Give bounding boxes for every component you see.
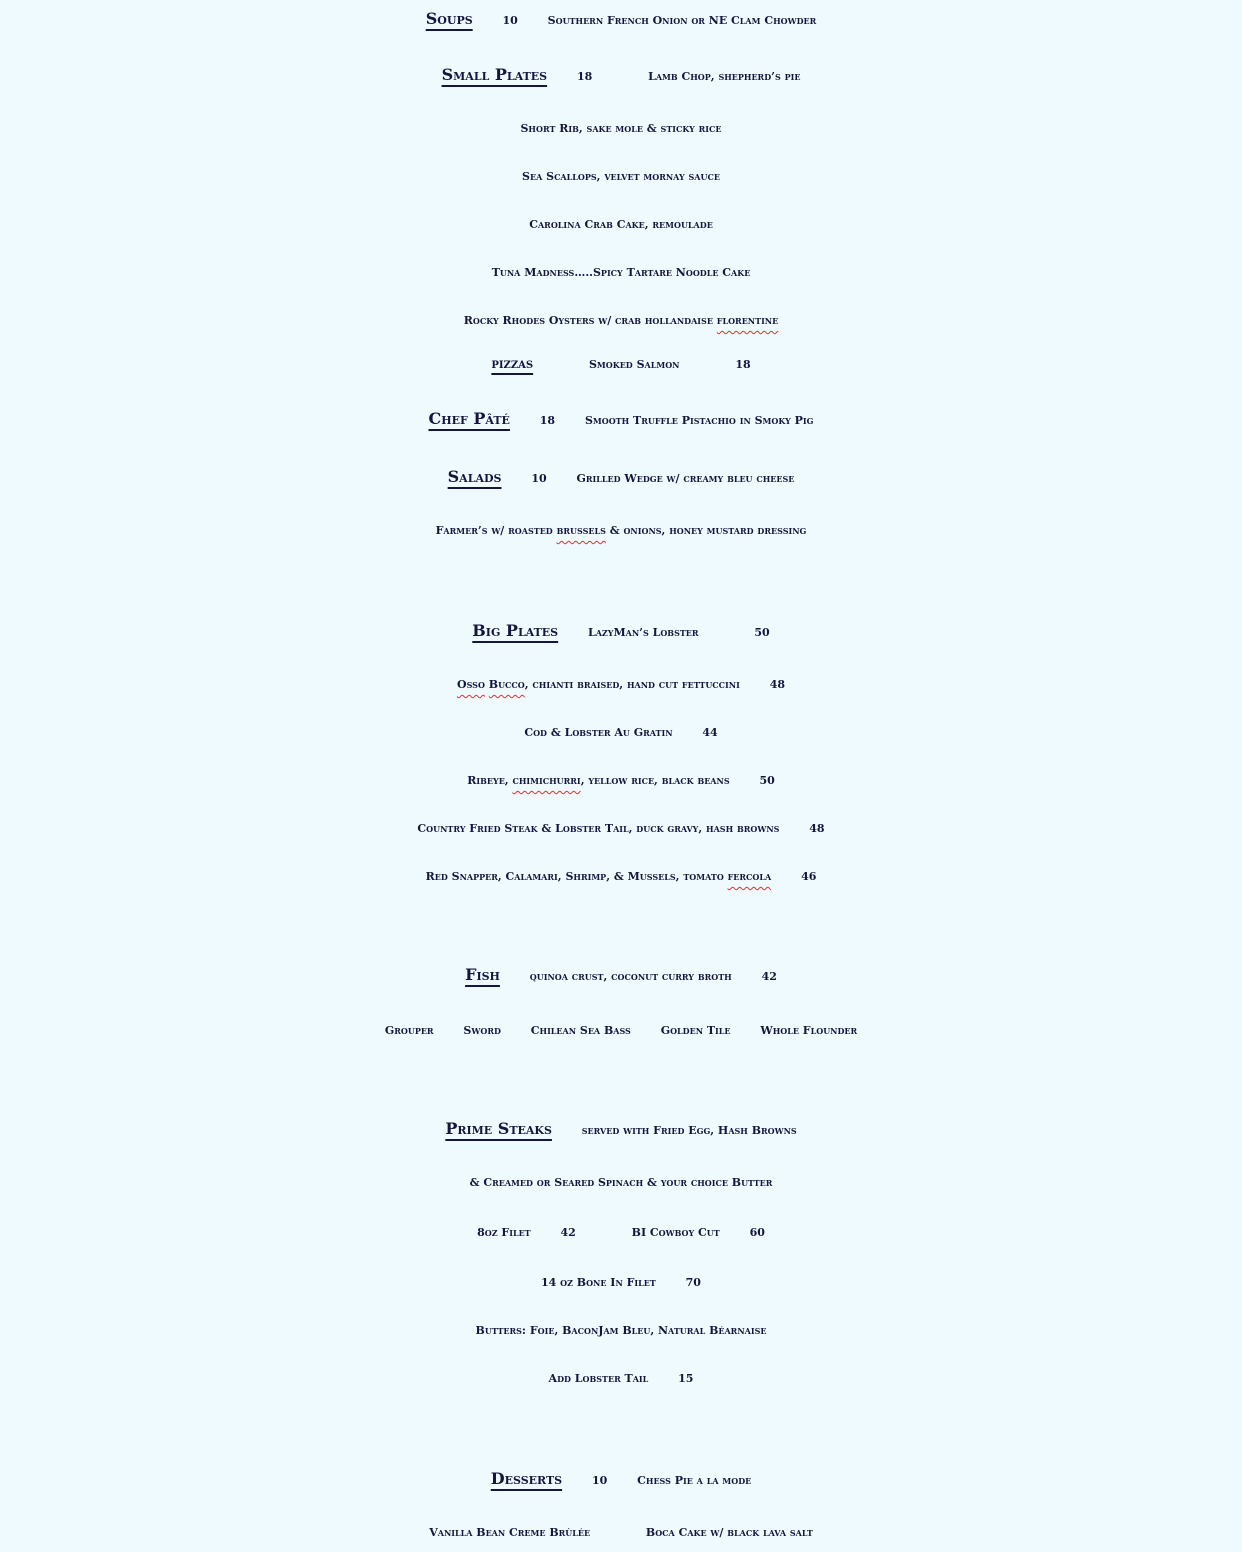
big-plates-price: 50 xyxy=(754,626,770,639)
cowboy-text: BI Cowboy Cut xyxy=(631,1226,720,1239)
desserts-price: 10 xyxy=(591,1474,608,1487)
salads-item: Grilled Wedge w/ creamy bleu cheese xyxy=(576,472,795,485)
soups-items: Southern French Onion or NE Clam Chowder xyxy=(547,14,817,27)
chimichurri-text: chimichurri xyxy=(512,774,581,787)
fish-type: Grouper xyxy=(384,1024,434,1037)
big-plates-line xyxy=(0,612,1242,652)
fish-price: 42 xyxy=(761,970,777,983)
bone-in-line xyxy=(0,1264,1242,1302)
desserts-heading: Desserts xyxy=(490,1469,563,1488)
oysters-text: Rocky Rhodes Oysters w/ crab hollandaise xyxy=(463,314,713,327)
prime-steaks-line xyxy=(0,1110,1242,1150)
cod-price: 44 xyxy=(702,726,718,739)
florentine-text: florentine xyxy=(716,314,779,327)
salads-price: 10 xyxy=(531,472,547,485)
chef-pate-price: 18 xyxy=(539,414,556,427)
big-plates-item xyxy=(0,762,1242,800)
small-plates-item: Tuna Madness…..Spicy Tartare Noodle Cake xyxy=(491,266,751,279)
big-plates-item xyxy=(0,714,1242,752)
big-plates-item xyxy=(0,858,1242,896)
small-plates-item: Sea Scallops, velvet mornay sauce xyxy=(522,170,720,183)
fish-type: Golden Tile xyxy=(660,1024,731,1037)
fish-type: Chilean Sea Bass xyxy=(530,1024,631,1037)
big-plates-item: LazyMan’s Lobster xyxy=(587,626,699,639)
osso-price: 48 xyxy=(769,678,785,691)
country-text: Country Fried Steak & Lobster Tail, duck gravy, hash browns xyxy=(417,822,780,835)
filet-text: 8oz Filet xyxy=(477,1226,531,1239)
prime-steaks-desc: & Creamed or Seared Spinach & your choice Butter xyxy=(469,1176,773,1189)
small-plates-item xyxy=(0,302,1242,340)
pizzas-price: 18 xyxy=(735,358,751,371)
add-lobster-price: 15 xyxy=(678,1372,694,1385)
filet-price: 42 xyxy=(560,1226,576,1239)
cod-text: Cod & Lobster Au Gratin xyxy=(524,726,673,739)
brussels-text: brussels xyxy=(556,524,606,537)
fish-desc: quinoa crust, coconut curry broth xyxy=(529,970,732,983)
big-plates-item xyxy=(0,810,1242,848)
bone-in-price: 70 xyxy=(685,1276,701,1289)
salads-item xyxy=(0,512,1242,550)
fish-type: Whole Flounder xyxy=(760,1024,858,1037)
farmers-text-rest: & onions, honey mustard dressing xyxy=(609,524,807,537)
ribeye-text: Ribeye, xyxy=(467,774,509,787)
desserts-line xyxy=(0,1460,1242,1500)
small-plates-item: Carolina Crab Cake, remoulade xyxy=(529,218,713,231)
fish-line xyxy=(0,956,1242,996)
small-plates-heading: Small Plates xyxy=(441,65,548,84)
fish-types-line xyxy=(0,1012,1242,1050)
ribeye-desc: , yellow rice, black beans xyxy=(580,774,730,787)
farmers-text: Farmer’s w/ roasted xyxy=(435,524,553,537)
chef-pate-line xyxy=(0,400,1242,440)
bone-in-text: 14 oz Bone In Filet xyxy=(541,1276,656,1289)
ribeye-price: 50 xyxy=(759,774,775,787)
osso-desc: , chianti braised, hand cut fettuccini xyxy=(524,678,740,691)
fish-type: Sword xyxy=(463,1024,501,1037)
desserts-line-2 xyxy=(0,1514,1242,1552)
bucco-text: Bucco xyxy=(488,678,525,691)
fish-heading: Fish xyxy=(465,965,500,984)
dessert-item: Boca Cake w/ black lava salt xyxy=(645,1526,813,1539)
small-plates-line xyxy=(0,56,1242,96)
chef-pate-item: Smooth Truffle Pistachio in Smoky Pig xyxy=(584,414,814,427)
small-plates-item: Short Rib, sake mole & sticky rice xyxy=(520,122,722,135)
pizzas-heading: PIZZAS xyxy=(491,360,534,371)
butters-line: Butters: Foie, BaconJam Bleu, Natural Béarnaise xyxy=(475,1324,767,1337)
salads-line xyxy=(0,458,1242,498)
snapper-text: Red Snapper, Calamari, Shrimp, & Mussels, tomato xyxy=(425,870,724,883)
small-plates-price: 18 xyxy=(576,70,593,83)
steak-sizes-line xyxy=(0,1214,1242,1252)
country-price: 48 xyxy=(809,822,825,835)
big-plates-heading: Big Plates xyxy=(472,621,559,640)
add-lobster-line xyxy=(0,1360,1242,1398)
snapper-price: 46 xyxy=(801,870,817,883)
osso-text: Osso xyxy=(456,678,485,691)
pizzas-item: Smoked Salmon xyxy=(588,358,680,371)
chef-pate-heading: Chef Pâté xyxy=(428,409,510,428)
prime-steaks-desc: served with Fried Egg, Hash Browns xyxy=(581,1124,797,1137)
dessert-item: Vanilla Bean Creme Brùlée xyxy=(429,1526,591,1539)
prime-steaks-heading: Prime Steaks xyxy=(445,1119,552,1138)
big-plates-item xyxy=(0,666,1242,704)
cowboy-price: 60 xyxy=(749,1226,765,1239)
pizzas-line xyxy=(0,346,1242,385)
salads-heading: Salads xyxy=(447,467,502,486)
soups-line xyxy=(0,0,1242,40)
add-lobster-text: Add Lobster Tail xyxy=(548,1372,649,1385)
soups-price: 10 xyxy=(502,14,518,27)
dessert-item: Chess Pie a la mode xyxy=(637,1474,752,1487)
fercola-text: fercola xyxy=(727,870,772,883)
small-plates-item: Lamb Chop, shepherd’s pie xyxy=(648,70,801,83)
soups-heading: Soups xyxy=(425,9,473,28)
